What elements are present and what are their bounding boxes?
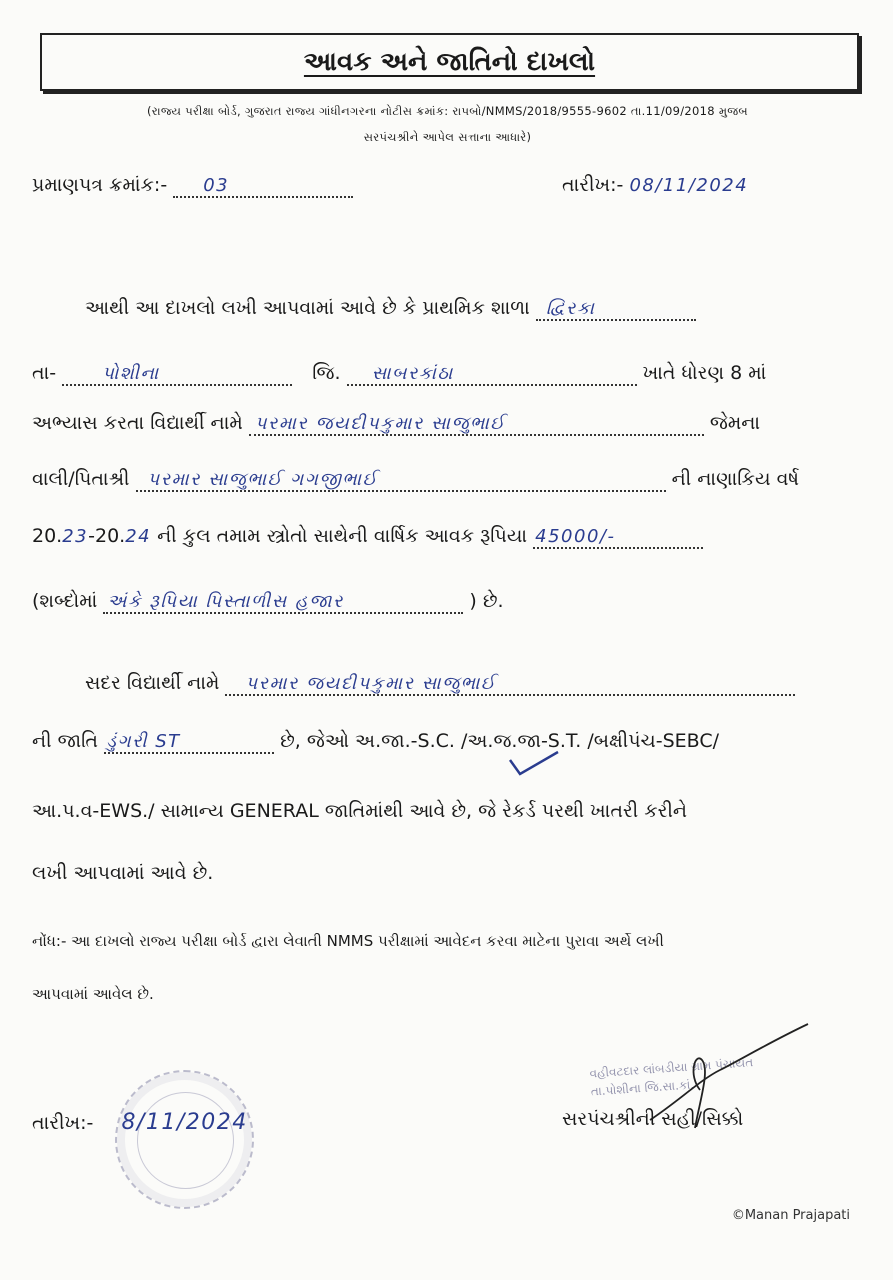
document-title: આવક અને જાતિનો દાખલો [303, 46, 596, 77]
tick-mark-icon [506, 748, 561, 778]
fy-label: ની નાણાકિય વર્ષ [671, 468, 800, 490]
para2-line2 [32, 730, 719, 754]
guardian-label: વાલી/પિતાશ્રી [32, 468, 130, 490]
student-value: પરમાર જયદીપકુમાર સાજુભાઈ [254, 413, 506, 434]
caste-label: ની જાતિ [32, 730, 99, 752]
student-label: અભ્યાસ કરતા વિદ્યાર્થી નામે [32, 412, 243, 434]
district-label: જિ. [312, 362, 341, 384]
income-text: ની કુલ તમામ સ્ત્રોતો સાથેની વાર્ષિક આવક રૂપિયા [157, 525, 528, 547]
para1-line2 [32, 362, 766, 386]
seal-inner-ring [137, 1092, 234, 1189]
year-prefix-2: -20. [88, 525, 126, 547]
words-label: (શબ્દોમાં [32, 590, 98, 612]
date-value: 08/11/2024 [629, 175, 749, 196]
subtitle-line-2: સરપંચશ્રીને આપેલ સત્તાના આધારે) [363, 130, 532, 144]
signature-label: સરપંચશ્રીની સહી/સિક્કો [562, 1108, 744, 1130]
cert-number-label: પ્રમાણપત્ર ક્રમાંક:- [32, 174, 168, 196]
district-field [347, 362, 637, 386]
standard-text: ખાતે ધોરણ 8 માં [642, 362, 767, 384]
credit-text: ©Manan Prajapati [731, 1208, 850, 1223]
caste-field [104, 730, 274, 754]
taluka-field [62, 362, 292, 386]
income-field [533, 525, 703, 549]
income-value: 45000/- [535, 526, 616, 547]
date-row [562, 174, 748, 196]
para2-label: સદર વિદ્યાર્થી નામે [85, 672, 220, 694]
para2-name-value: પરમાર જયદીપકુમાર સાજુભાઈ [245, 673, 497, 694]
para2-line3: આ.પ.વ-EWS./ સામાન્ય GENERAL જાતિમાંથી આવે છે, જે રેકર્ડ પરથી ખાતરી કરીને [32, 800, 688, 822]
words-end: ) છે. [469, 590, 504, 612]
subtitle-line-1: (રાજ્ય પરીક્ષા બોર્ડ, ગુજરાત રાજ્ય ગાંધીનગરના નોટીસ ક્રમાંક: રાપબો/NMMS/2018/9555-9602 તા.11/09/2018 મુજબ [147, 104, 748, 118]
cert-number-row [32, 174, 353, 198]
words-value: અંકે રૂપિયા પિસ્તાળીસ હજાર [107, 591, 344, 612]
school-value: દ્વિરકા [545, 298, 596, 319]
village-seal-stamp [115, 1070, 254, 1209]
para1-line3 [32, 412, 760, 436]
note-line-2: આપવામાં આવેલ છે. [32, 985, 154, 1003]
jemna-text: જેમના [709, 412, 761, 434]
official-stamp-text: વહીવટદાર લાંબડીયા ગ્રામ પંચાયત તા.પોશીના જિ.સા.કાં. [589, 1055, 754, 1099]
para2-line4: લખી આપવામાં આવે છે. [32, 862, 214, 884]
para1-intro: આથી આ દાખલો લખી આપવામાં આવે છે કે પ્રાથમિક શાળા [85, 297, 530, 319]
cert-number-field [173, 174, 353, 198]
note-line-1: નોંધ:- આ દાખલો રાજ્ય પરીક્ષા બોર્ડ દ્વારા લેવાતી NMMS પરીક્ષામાં આવેદન કરવા માટેના પુરાવા અર્થે લખી [32, 932, 664, 950]
year1-value: 23 [62, 526, 89, 547]
guardian-field [136, 468, 666, 492]
bottom-date-row [32, 1110, 248, 1135]
year-prefix-1: 20. [32, 525, 63, 547]
date-label: તારીખ:- [562, 174, 624, 196]
year2-value: 24 [125, 526, 152, 547]
para1-line4 [32, 468, 799, 492]
school-field [536, 297, 696, 321]
district-value: સાબરકાંઠા [371, 363, 454, 384]
para2-name-field [225, 672, 795, 696]
taluka-value: પોશીના [102, 363, 160, 384]
taluka-label: તા- [32, 362, 57, 384]
student-field [249, 412, 704, 436]
title-box [40, 33, 859, 91]
words-field [103, 590, 463, 614]
para1-line6 [32, 590, 504, 614]
para2-line1 [85, 672, 795, 696]
bottom-date-label: તારીખ:- [32, 1112, 94, 1134]
caste-options: છે, જેઓ અ.જા.-S.C. /અ.જ.જા-S.T. /બક્ષીપંચ-SEBC/ [280, 730, 720, 752]
para1-line5 [32, 525, 703, 549]
para1-line1 [85, 297, 696, 321]
caste-value: ડુંગરી ST [106, 731, 181, 752]
guardian-value: પરમાર સાજુભાઈ ગગજીભાઈ [147, 469, 378, 490]
cert-number-value: 03 [203, 175, 230, 196]
bottom-date-value: 8/11/2024 [121, 1110, 248, 1135]
